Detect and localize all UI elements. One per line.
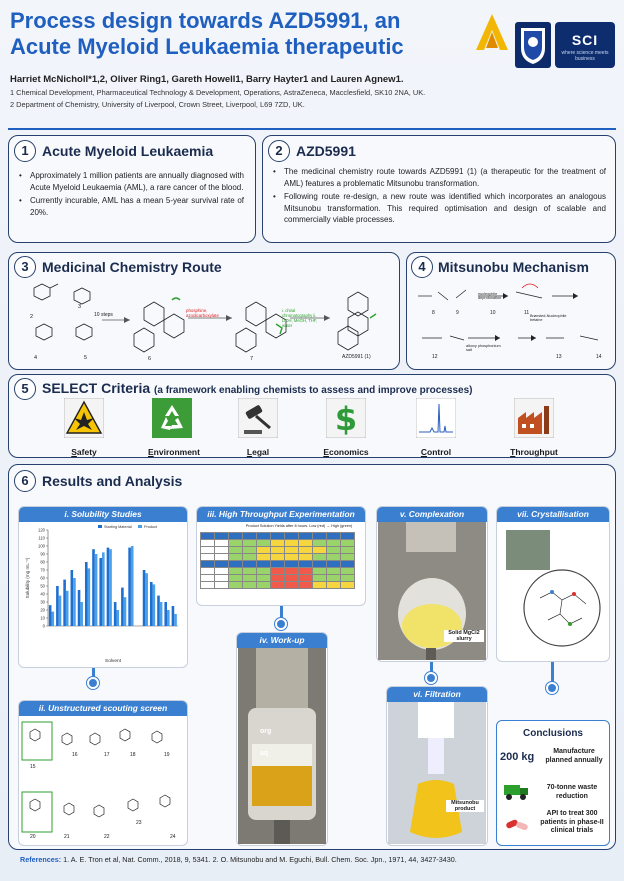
compound-label-4: 4	[34, 355, 38, 361]
bar	[66, 591, 69, 626]
bar	[49, 605, 52, 626]
bar	[99, 558, 102, 626]
bar	[109, 549, 112, 626]
conclusion-text-1: Manufacture planned annually	[545, 748, 603, 764]
title-line-1: Process design towards AZD5991, an	[10, 8, 401, 33]
compound-label-3: 3	[78, 304, 82, 310]
conclusions-heading: Conclusions	[522, 728, 583, 739]
section-3-number: 3	[14, 256, 36, 278]
criterion-label	[148, 447, 200, 457]
mech-label-9: 9	[456, 310, 459, 316]
compound-label-azd5991: AZD5991 (1)	[342, 354, 371, 360]
affiliation-1: 1 Chemical Development, Pharmaceutical Technology & Development, Operations, AstraZeneca, Macclesfield, SK10 2NA, UK.	[10, 88, 426, 97]
section-1-title: Acute Myeloid Leukaemia	[42, 143, 214, 159]
bullet: • Approximately 1 million patients are annually diagnosed with Acute Myeloid Leukaemia (AML), a rare cancer of the blood.	[18, 170, 244, 193]
hte-caption: Product Solution Yields after 8 hours. Low (red) → High (green)	[245, 524, 353, 528]
crystallisation-image	[500, 526, 606, 658]
hte-table	[200, 532, 355, 589]
bar	[174, 614, 177, 626]
bar	[128, 548, 131, 626]
bar	[160, 602, 163, 626]
factory-icon	[514, 398, 554, 438]
references	[20, 855, 457, 864]
org-layer-label: org	[260, 728, 272, 735]
criterion-rest: nvironment	[153, 447, 200, 457]
section-2-bullets	[272, 166, 606, 228]
criterion-label	[412, 447, 460, 457]
bar	[80, 602, 83, 626]
sci-logo	[555, 22, 615, 68]
bar	[56, 586, 59, 626]
conclusion-text-3: API to treat 300 patients in phase-II clinical trials	[540, 810, 604, 834]
step-reagents: i. chiral chromatography ii. LiOH, MeOH, THF, water	[282, 308, 318, 328]
y-tick-label: 0	[42, 623, 45, 629]
criterion-environment	[148, 398, 200, 457]
criterion-label	[510, 447, 558, 457]
scouting-heading: ii. Unstructured scouting screen	[19, 701, 187, 716]
filtration-label: Mitsunobu product	[446, 800, 484, 812]
y-axis-label: Solubility (mg mL⁻¹)	[25, 557, 30, 599]
bar	[150, 582, 153, 626]
criterion-rest: egal	[252, 447, 270, 457]
bar	[95, 554, 98, 626]
complexation-label: Solid MgCl2 slurry	[444, 630, 484, 642]
bar	[143, 570, 146, 626]
bullet: • Currently incurable, AML has a mean 5-year survival rate of 20%.	[18, 195, 244, 218]
section-4-title: Mitsunobu Mechanism	[438, 259, 589, 275]
y-tick-label: 110	[38, 535, 45, 541]
scout-label-22: 22	[104, 834, 110, 840]
criterion-throughput	[510, 398, 558, 457]
section-5-subtitle: (a framework enabling chemists to assess and improve processes)	[154, 385, 473, 396]
astrazeneca-logo	[470, 10, 514, 60]
criterion-initial: T	[510, 447, 516, 457]
solubility-chart	[22, 524, 184, 666]
mech-label-8: 8	[432, 310, 435, 316]
bullet: • Following route re-design, a new route was identified which incorporates an analogous Mitsunobu transformation. This required optimisation and design of scalable and commercially viable processes.	[272, 191, 606, 226]
scout-label-18: 18	[130, 752, 136, 758]
criterion-rest: afety	[76, 447, 97, 457]
criterion-rest: ontrol	[427, 447, 452, 457]
y-tick-label: 120	[38, 527, 45, 533]
bar	[51, 612, 54, 626]
crystallisation-heading: vii. Crystallisation	[497, 507, 609, 522]
truck-icon	[504, 783, 530, 801]
conclusion-text-2: 70-tonne waste reduction	[546, 784, 598, 800]
section-6-title: Results and Analysis	[42, 473, 183, 489]
criterion-rest: conomics	[328, 447, 369, 457]
filtration-heading: vi. Filtration	[387, 687, 487, 702]
chromatogram-icon	[416, 398, 456, 438]
pills-icon	[504, 815, 530, 833]
bar	[71, 570, 74, 626]
criterion-rest: hroughput	[515, 447, 558, 457]
criterion-label	[234, 447, 282, 457]
bar	[73, 578, 76, 626]
scout-label-15: 15	[30, 764, 36, 770]
scout-label-19: 19	[164, 752, 170, 758]
legend-swatch	[98, 525, 102, 528]
complexation-heading: v. Complexation	[377, 507, 487, 522]
compound-label-6: 6	[148, 356, 152, 362]
mech-label-10: 10	[490, 310, 496, 316]
scout-label-21: 21	[64, 834, 70, 840]
legend-swatch	[138, 525, 142, 528]
medchem-route-scheme	[14, 278, 396, 366]
steps-label: 10 steps	[94, 312, 113, 318]
y-tick-label: 90	[40, 551, 45, 557]
x-axis-label: Solvent	[105, 659, 121, 664]
connector-dot	[546, 682, 558, 694]
bar	[63, 580, 66, 626]
svg-text:$: $	[334, 400, 358, 438]
gavel-icon	[238, 398, 278, 438]
criterion-initial: E	[148, 447, 154, 457]
mech-label-13: 13	[556, 354, 562, 360]
bar	[124, 597, 127, 626]
criterion-economics	[322, 398, 370, 457]
y-tick-label: 70	[40, 567, 45, 573]
section-2-number: 2	[268, 140, 290, 162]
section-5-title	[42, 380, 473, 396]
bar	[85, 562, 88, 626]
y-tick-label: 30	[40, 599, 45, 605]
criterion-initial: C	[420, 447, 428, 457]
y-tick-label: 10	[40, 615, 45, 621]
filtration-photo	[388, 702, 486, 844]
criterion-legal	[234, 398, 282, 457]
connector-dot	[87, 677, 99, 689]
bar	[59, 596, 62, 626]
legend-label: Product	[144, 525, 158, 529]
bar	[172, 606, 175, 626]
criterion-label	[322, 447, 370, 457]
scout-label-16: 16	[72, 752, 78, 758]
sci-logo-text: SCI	[571, 32, 599, 48]
poster-title	[10, 8, 480, 60]
section-6-number: 6	[14, 470, 36, 492]
compound-label-5: 5	[84, 355, 88, 361]
connector-dot	[425, 672, 437, 684]
affiliation-2: 2 Department of Chemistry, University of Liverpool, Crown Street, Liverpool, L69 7ZD, UK.	[10, 100, 305, 109]
explosion-hazard-icon	[64, 398, 104, 438]
section-3-title: Medicinal Chemistry Route	[42, 259, 222, 275]
header-divider	[8, 128, 616, 130]
bar	[153, 584, 156, 626]
criterion-label	[60, 447, 108, 457]
bar	[102, 552, 105, 626]
solubility-heading: i. Solubility Studies	[19, 507, 187, 522]
section-5-title-text: SELECT Criteria	[42, 380, 151, 396]
bar	[107, 548, 110, 626]
sci-tagline: where science meets business	[561, 50, 609, 62]
mitsunobu-reagents: phosphine, azodicarboxylate	[186, 308, 219, 318]
scout-label-17: 17	[104, 752, 110, 758]
y-tick-label: 80	[40, 559, 45, 565]
mech-label-14: 14	[596, 354, 602, 360]
y-tick-label: 60	[40, 575, 45, 581]
section-4-number: 4	[411, 256, 433, 278]
scout-label-20: 20	[30, 834, 36, 840]
bullet: • The medicinal chemistry route towards AZD5991 (1) (a therapeutic for the treatment of AML) features a problematic Mitsunobu transformation.	[272, 166, 606, 189]
y-tick-label: 50	[40, 583, 45, 589]
recycle-icon	[152, 398, 192, 438]
y-tick-label: 40	[40, 591, 45, 597]
section-1-number: 1	[14, 140, 36, 162]
bar	[78, 590, 81, 626]
dollar-icon	[326, 398, 366, 438]
bar	[114, 602, 117, 626]
bar	[121, 588, 124, 626]
scouting-structures	[20, 718, 186, 844]
legend-label: Starting Material	[104, 525, 132, 529]
university-liverpool-logo	[515, 22, 551, 68]
conclusion-quantity: 200 kg	[500, 751, 535, 763]
bar	[88, 568, 91, 626]
section-1-bullets	[18, 170, 244, 220]
y-tick-label: 20	[40, 607, 45, 613]
y-tick-label: 100	[38, 543, 45, 549]
compound-label-7: 7	[250, 356, 254, 362]
bar	[145, 573, 148, 626]
bar	[157, 596, 160, 626]
criterion-safety	[60, 398, 108, 457]
scout-label-23: 23	[136, 820, 142, 826]
workup-heading: iv. Work-up	[237, 633, 327, 648]
scout-label-24: 24	[170, 834, 176, 840]
section-5-number: 5	[14, 378, 36, 400]
mech-text-deprotonation: nucleophile deprotonation	[478, 292, 502, 301]
mech-text-salt: alkoxy phosphonium salt	[466, 344, 501, 353]
criterion-initial: E	[323, 447, 329, 457]
criterion-initial: S	[71, 447, 77, 457]
aq-layer-label: aq	[260, 750, 269, 757]
criterion-initial: L	[246, 447, 253, 457]
authors: Harriet McNicholl*1,2, Oliver Ring1, Gareth Howell1, Barry Hayter1 and Lauren Agnew1.	[10, 74, 404, 85]
mech-label-11: 11	[524, 310, 530, 316]
bar	[92, 549, 95, 626]
connector-dot	[275, 618, 287, 630]
bar	[131, 546, 134, 626]
bar	[116, 610, 119, 626]
references-label: References:	[20, 855, 62, 864]
criterion-control	[412, 398, 460, 457]
bar	[167, 610, 170, 626]
title-line-2: Acute Myeloid Leukaemia therapeutic	[10, 34, 404, 59]
hte-heading: iii. High Throughput Experimentation	[197, 507, 365, 522]
mech-text-betaine: Brønsted-Nucleophile betaine	[530, 314, 567, 323]
references-text: 1. A. E. Tron et al, Nat. Comm., 2018, 9, 5341. 2. O. Mitsunobu and M. Eguchi, Bull. Chem. Soc. Jpn., 1971, 44, 3427-3430.	[63, 855, 457, 864]
compound-label-2: 2	[30, 314, 34, 320]
workup-reactor-photo	[238, 648, 326, 844]
bar	[164, 602, 167, 626]
section-2-title: AZD5991	[296, 143, 356, 159]
mech-label-12: 12	[432, 354, 438, 360]
